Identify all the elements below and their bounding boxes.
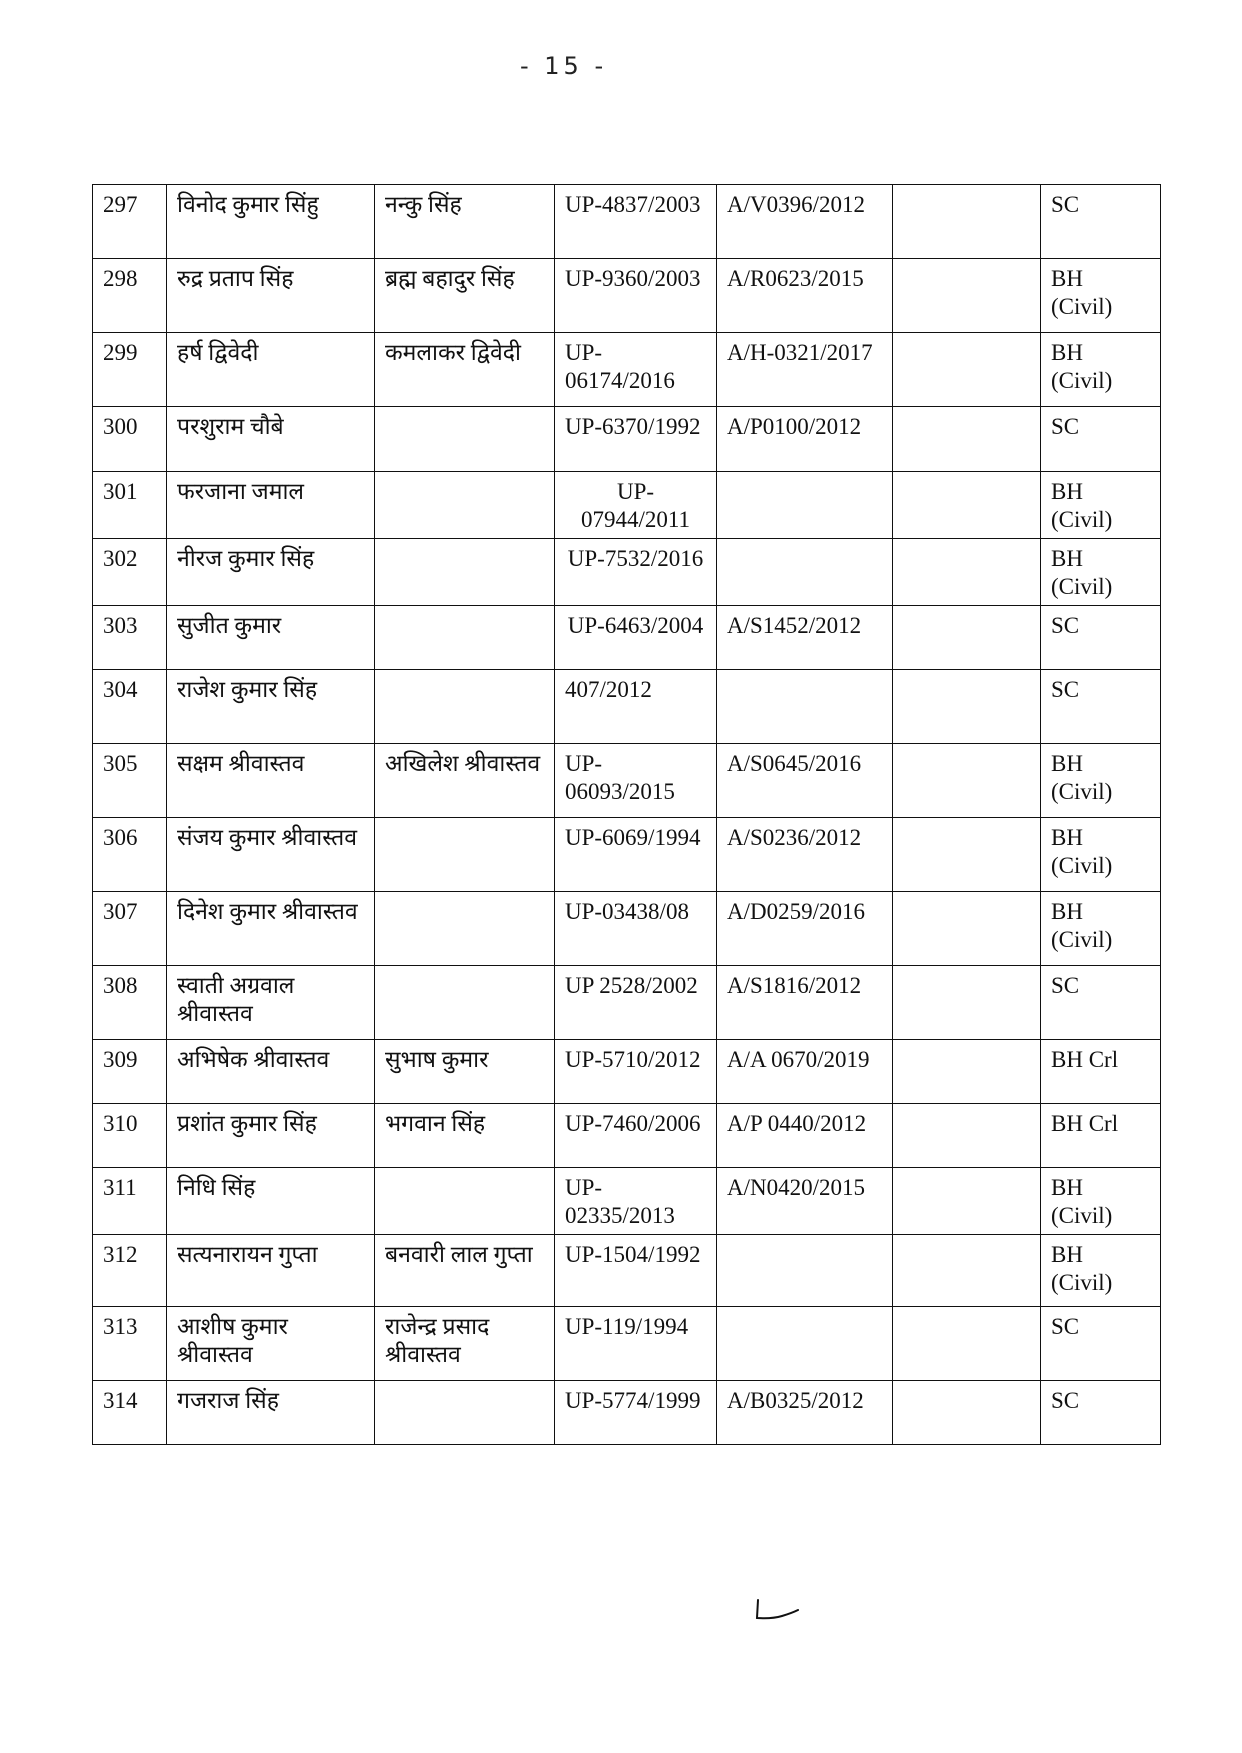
father-name-cell — [375, 472, 555, 539]
court-cell: BH (Civil) — [1041, 1168, 1161, 1235]
name-cell: हर्ष द्विवेदी — [167, 333, 375, 407]
enrolment-number-cell: UP-02335/2013 — [555, 1168, 717, 1235]
aor-number-cell: A/P0100/2012 — [717, 407, 893, 472]
remarks-cell — [893, 606, 1041, 670]
enrolment-number-cell: 407/2012 — [555, 670, 717, 744]
father-name-cell: बनवारी लाल गुप्ता — [375, 1235, 555, 1307]
name-cell: विनोद कुमार सिंहु — [167, 185, 375, 259]
aor-number-cell — [717, 1235, 893, 1307]
enrolment-number-cell: UP-6370/1992 — [555, 407, 717, 472]
enrolment-number-cell: UP-6069/1994 — [555, 818, 717, 892]
enrolment-number-cell: UP-1504/1992 — [555, 1235, 717, 1307]
table-body — [93, 185, 1161, 1445]
aor-number-cell: A/R0623/2015 — [717, 259, 893, 333]
serial-number-cell: 298 — [93, 259, 167, 333]
father-name-cell — [375, 966, 555, 1040]
name-cell: राजेश कुमार सिंह — [167, 670, 375, 744]
court-cell: BH (Civil) — [1041, 259, 1161, 333]
father-name-cell: ब्रह्म बहादुर सिंह — [375, 259, 555, 333]
enrolment-number-cell: UP-6463/2004 — [555, 606, 717, 670]
remarks-cell — [893, 670, 1041, 744]
serial-number-cell: 310 — [93, 1104, 167, 1168]
court-cell: SC — [1041, 407, 1161, 472]
aor-number-cell: A/N0420/2015 — [717, 1168, 893, 1235]
aor-number-cell — [717, 539, 893, 606]
remarks-cell — [893, 966, 1041, 1040]
aor-number-cell: A/S0645/2016 — [717, 744, 893, 818]
court-cell: SC — [1041, 185, 1161, 259]
serial-number-cell: 309 — [93, 1040, 167, 1104]
table-row — [93, 259, 1161, 333]
remarks-cell — [893, 333, 1041, 407]
aor-number-cell: A/A 0670/2019 — [717, 1040, 893, 1104]
table-row — [93, 892, 1161, 966]
serial-number-cell: 301 — [93, 472, 167, 539]
enrolment-number-cell: UP-06174/2016 — [555, 333, 717, 407]
father-name-cell — [375, 407, 555, 472]
table-row — [93, 1104, 1161, 1168]
remarks-cell — [893, 1381, 1041, 1445]
aor-number-cell — [717, 472, 893, 539]
remarks-cell — [893, 818, 1041, 892]
serial-number-cell: 297 — [93, 185, 167, 259]
name-cell: निधि सिंह — [167, 1168, 375, 1235]
enrolment-number-cell: UP-119/1994 — [555, 1307, 717, 1381]
court-cell: SC — [1041, 670, 1161, 744]
table-row — [93, 1040, 1161, 1104]
remarks-cell — [893, 1104, 1041, 1168]
page-number: - 15 - — [520, 52, 608, 80]
table-row — [93, 966, 1161, 1040]
serial-number-cell: 305 — [93, 744, 167, 818]
enrolment-number-cell: UP-7460/2006 — [555, 1104, 717, 1168]
name-cell: सुजीत कुमार — [167, 606, 375, 670]
aor-number-cell: A/D0259/2016 — [717, 892, 893, 966]
table-row — [93, 539, 1161, 606]
advocates-table — [92, 184, 1161, 1445]
court-cell: BH (Civil) — [1041, 333, 1161, 407]
enrolment-number-cell: UP-9360/2003 — [555, 259, 717, 333]
father-name-cell: अखिलेश श्रीवास्तव — [375, 744, 555, 818]
enrolment-number-cell: UP-5710/2012 — [555, 1040, 717, 1104]
father-name-cell — [375, 1381, 555, 1445]
serial-number-cell: 312 — [93, 1235, 167, 1307]
father-name-cell: भगवान सिंह — [375, 1104, 555, 1168]
table-row — [93, 185, 1161, 259]
serial-number-cell: 302 — [93, 539, 167, 606]
name-cell: आशीष कुमार श्रीवास्तव — [167, 1307, 375, 1381]
remarks-cell — [893, 1235, 1041, 1307]
remarks-cell — [893, 1168, 1041, 1235]
table-row — [93, 1307, 1161, 1381]
serial-number-cell: 314 — [93, 1381, 167, 1445]
father-name-cell: राजेन्द्र प्रसाद श्रीवास्तव — [375, 1307, 555, 1381]
father-name-cell — [375, 539, 555, 606]
court-cell: SC — [1041, 1381, 1161, 1445]
aor-number-cell: A/S1816/2012 — [717, 966, 893, 1040]
name-cell: नीरज कुमार सिंह — [167, 539, 375, 606]
enrolment-number-cell: UP 2528/2002 — [555, 966, 717, 1040]
aor-number-cell: A/H-0321/2017 — [717, 333, 893, 407]
enrolment-number-cell: UP-5774/1999 — [555, 1381, 717, 1445]
enrolment-number-cell: UP-03438/08 — [555, 892, 717, 966]
court-cell: BH (Civil) — [1041, 472, 1161, 539]
name-cell: सक्षम श्रीवास्तव — [167, 744, 375, 818]
name-cell: सत्यनारायन गुप्ता — [167, 1235, 375, 1307]
court-cell: BH (Civil) — [1041, 818, 1161, 892]
table-row — [93, 1235, 1161, 1307]
serial-number-cell: 300 — [93, 407, 167, 472]
remarks-cell — [893, 539, 1041, 606]
remarks-cell — [893, 1040, 1041, 1104]
aor-number-cell: A/S1452/2012 — [717, 606, 893, 670]
aor-number-cell: A/P 0440/2012 — [717, 1104, 893, 1168]
serial-number-cell: 306 — [93, 818, 167, 892]
remarks-cell — [893, 1307, 1041, 1381]
serial-number-cell: 304 — [93, 670, 167, 744]
table-row — [93, 472, 1161, 539]
father-name-cell: कमलाकर द्विवेदी — [375, 333, 555, 407]
father-name-cell — [375, 606, 555, 670]
enrolment-number-cell: UP-06093/2015 — [555, 744, 717, 818]
name-cell: फरजाना जमाल — [167, 472, 375, 539]
name-cell: संजय कुमार श्रीवास्तव — [167, 818, 375, 892]
father-name-cell — [375, 818, 555, 892]
serial-number-cell: 311 — [93, 1168, 167, 1235]
remarks-cell — [893, 892, 1041, 966]
court-cell: BH (Civil) — [1041, 892, 1161, 966]
aor-number-cell: A/B0325/2012 — [717, 1381, 893, 1445]
father-name-cell — [375, 892, 555, 966]
table-row — [93, 670, 1161, 744]
table-row — [93, 407, 1161, 472]
enrolment-number-cell: UP-7532/2016 — [555, 539, 717, 606]
name-cell: स्वाती अग्रवाल श्रीवास्तव — [167, 966, 375, 1040]
aor-number-cell: A/S0236/2012 — [717, 818, 893, 892]
table-row — [93, 1168, 1161, 1235]
remarks-cell — [893, 407, 1041, 472]
aor-number-cell — [717, 670, 893, 744]
father-name-cell — [375, 670, 555, 744]
aor-number-cell: A/V0396/2012 — [717, 185, 893, 259]
court-cell: SC — [1041, 966, 1161, 1040]
enrolment-number-cell: UP-07944/2011 — [555, 472, 717, 539]
remarks-cell — [893, 472, 1041, 539]
serial-number-cell: 308 — [93, 966, 167, 1040]
court-cell: SC — [1041, 1307, 1161, 1381]
serial-number-cell: 313 — [93, 1307, 167, 1381]
name-cell: गजराज सिंह — [167, 1381, 375, 1445]
court-cell: SC — [1041, 606, 1161, 670]
enrolment-number-cell: UP-4837/2003 — [555, 185, 717, 259]
court-cell: BH Crl — [1041, 1104, 1161, 1168]
table-row — [93, 1381, 1161, 1445]
father-name-cell — [375, 1168, 555, 1235]
name-cell: रुद्र प्रताप सिंह — [167, 259, 375, 333]
name-cell: परशुराम चौबे — [167, 407, 375, 472]
signature-mark — [752, 1598, 804, 1622]
table-row — [93, 818, 1161, 892]
remarks-cell — [893, 744, 1041, 818]
serial-number-cell: 303 — [93, 606, 167, 670]
court-cell: BH (Civil) — [1041, 744, 1161, 818]
court-cell: BH (Civil) — [1041, 1235, 1161, 1307]
table-row — [93, 333, 1161, 407]
table-row — [93, 606, 1161, 670]
remarks-cell — [893, 185, 1041, 259]
serial-number-cell: 307 — [93, 892, 167, 966]
table-row — [93, 744, 1161, 818]
court-cell: BH (Civil) — [1041, 539, 1161, 606]
name-cell: अभिषेक श्रीवास्तव — [167, 1040, 375, 1104]
father-name-cell: सुभाष कुमार — [375, 1040, 555, 1104]
father-name-cell: नन्कु सिंह — [375, 185, 555, 259]
name-cell: दिनेश कुमार श्रीवास्तव — [167, 892, 375, 966]
serial-number-cell: 299 — [93, 333, 167, 407]
aor-number-cell — [717, 1307, 893, 1381]
court-cell: BH Crl — [1041, 1040, 1161, 1104]
name-cell: प्रशांत कुमार सिंह — [167, 1104, 375, 1168]
remarks-cell — [893, 259, 1041, 333]
